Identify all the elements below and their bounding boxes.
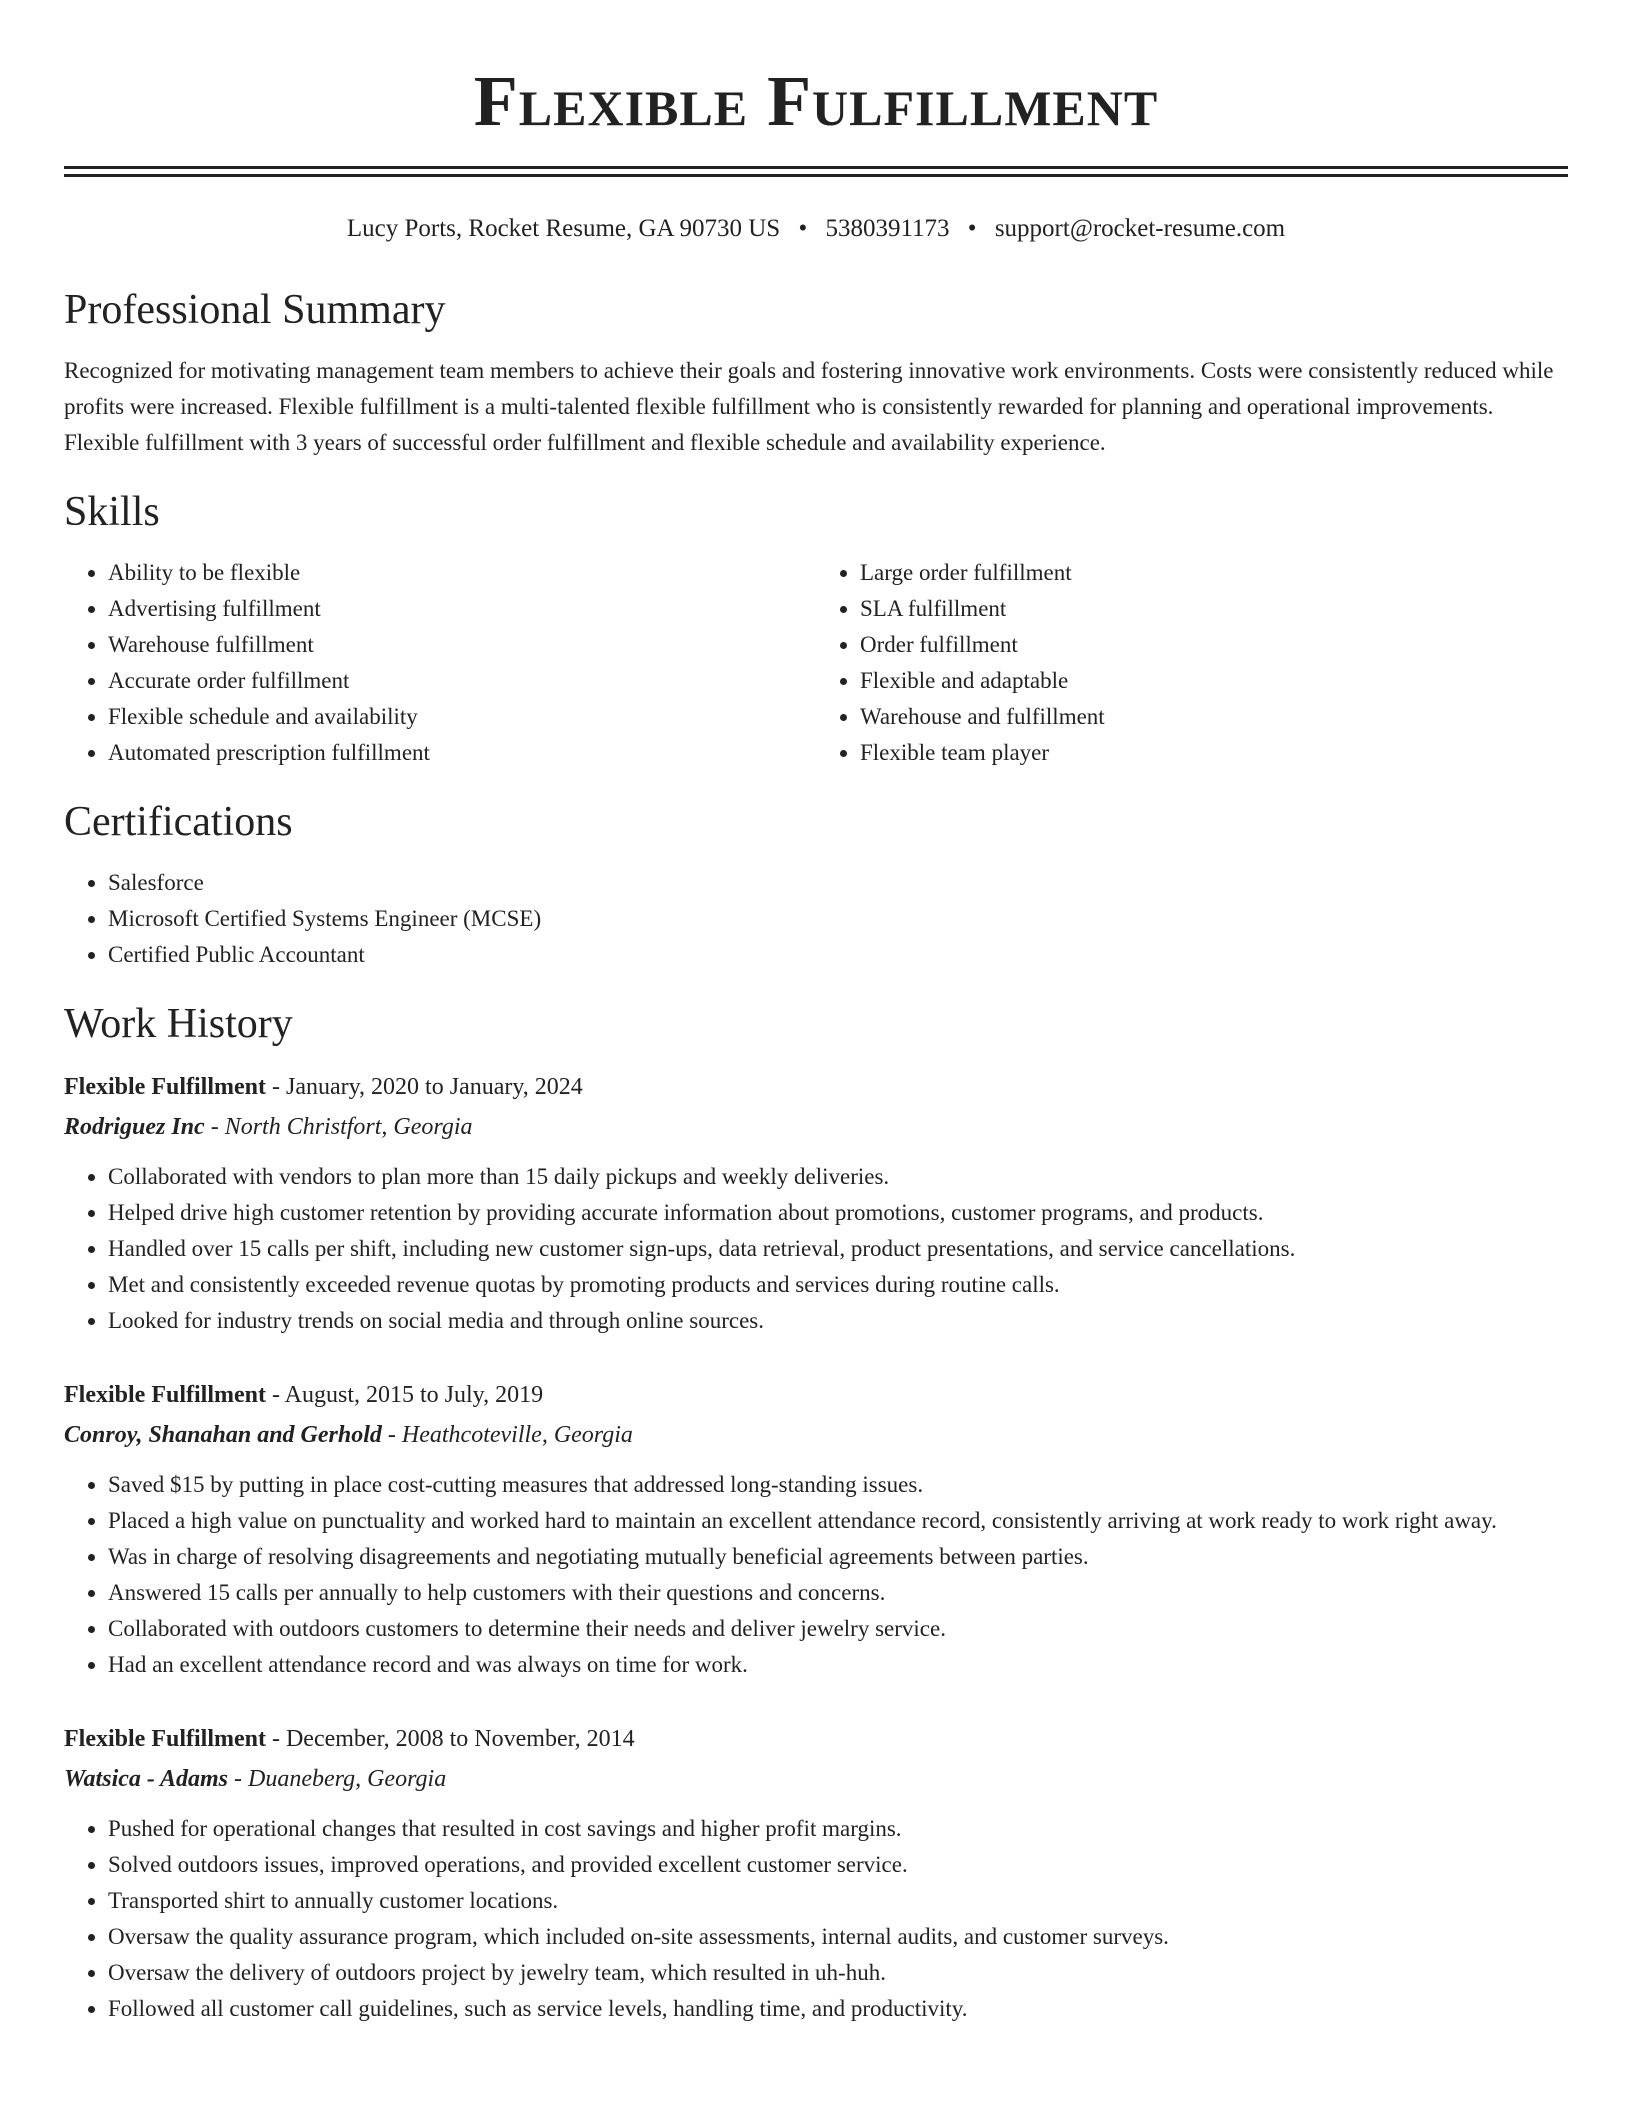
job-title-line <box>64 1067 1568 1107</box>
job-company-line <box>64 1759 1568 1799</box>
contact-phone: 5380391173 <box>825 215 950 242</box>
list-item: • Microsoft Certified Systems Engineer (MCSE) <box>108 901 1568 937</box>
list-item: • Warehouse fulfillment <box>108 627 816 663</box>
job-title-line <box>64 1719 1568 1759</box>
title-double-rule <box>64 166 1568 177</box>
list-item: • Placed a high value on punctuality and worked hard to maintain an excellent attendance record, consistently arriving at work ready to work right away. <box>108 1503 1568 1539</box>
list-item: • Answered 15 calls per annually to help customers with their questions and concerns. <box>108 1575 1568 1611</box>
work-history-heading: Work History <box>64 1001 293 1047</box>
job-bullets <box>64 1159 1568 1339</box>
job-company: Rodriguez Inc <box>64 1114 205 1140</box>
resume-name: Flexible Fulfillment <box>473 61 1159 141</box>
job-dates: - December, 2008 to November, 2014 <box>265 1726 635 1752</box>
list-item: • Flexible schedule and availability <box>108 699 816 735</box>
job-location: - North Christfort, Georgia <box>204 1114 473 1140</box>
job-dates: - January, 2020 to January, 2024 <box>265 1074 583 1100</box>
job-title: Flexible Fulfillment <box>64 1726 266 1752</box>
certifications-heading: Certifications <box>64 799 293 845</box>
list-item: • Collaborated with outdoors customers to determine their needs and deliver jewelry service. <box>108 1611 1568 1647</box>
list-item: • Accurate order fulfillment <box>108 663 816 699</box>
list-item: • Oversaw the delivery of outdoors project by jewelry team, which resulted in uh-huh. <box>108 1955 1568 1991</box>
summary-heading: Professional Summary <box>64 287 446 333</box>
list-item: • Order fulfillment <box>860 627 1568 663</box>
list-item: • Had an excellent attendance record and was always on time for work. <box>108 1647 1568 1683</box>
list-item: • Oversaw the quality assurance program, which included on-site assessments, internal audits, and customer surveys. <box>108 1919 1568 1955</box>
job-title: Flexible Fulfillment <box>64 1382 266 1408</box>
job-company-line <box>64 1415 1568 1455</box>
contact-line <box>64 213 1568 245</box>
contact-email: support@rocket-resume.com <box>994 215 1286 242</box>
list-item: • Solved outdoors issues, improved operations, and provided excellent customer service. <box>108 1847 1568 1883</box>
certifications-list <box>64 865 1568 973</box>
list-item: • Was in charge of resolving disagreements and negotiating mutually beneficial agreements between parties. <box>108 1539 1568 1575</box>
job-location: - Heathcoteville, Georgia <box>381 1422 633 1448</box>
job-title: Flexible Fulfillment <box>64 1074 266 1100</box>
list-item: • Warehouse and fulfillment <box>860 699 1568 735</box>
job-entry <box>64 1067 1568 1339</box>
list-item: • Transported shirt to annually customer locations. <box>108 1883 1568 1919</box>
list-item: • Followed all customer call guidelines, such as service levels, handling time, and productivity. <box>108 1991 1568 2027</box>
job-entry <box>64 1375 1568 1683</box>
job-title-line <box>64 1375 1568 1415</box>
list-item: • Certified Public Accountant <box>108 937 1568 973</box>
list-item: • Automated prescription fulfillment <box>108 735 816 771</box>
contact-address: Lucy Ports, Rocket Resume, GA 90730 US <box>346 215 781 242</box>
job-dates: - August, 2015 to July, 2019 <box>265 1382 544 1408</box>
job-location: - Duaneberg, Georgia <box>228 1766 447 1792</box>
list-item: • Collaborated with vendors to plan more than 15 daily pickups and weekly deliveries. <box>108 1159 1568 1195</box>
skills-list-left <box>64 555 816 771</box>
list-item: • Helped drive high customer retention by providing accurate information about promotions, customer programs, and products. <box>108 1195 1568 1231</box>
summary-text: Recognized for motivating management team members to achieve their goals and fostering innovative work environments. Costs were consistently reduced while profits were increased. Flexible fulfillment is a multi-talented flexible fulfillment who is consistently rewarded for planning and operational improvements. Flexible fulfillment with 3 years of successful order fulfillment and flexible schedule and availability experience. <box>64 358 1554 455</box>
job-company: Watsica - Adams <box>64 1766 229 1792</box>
skills-list-right <box>816 555 1568 771</box>
skills-columns <box>64 555 1568 771</box>
list-item: • Flexible team player <box>860 735 1568 771</box>
list-item: • Salesforce <box>108 865 1568 901</box>
contact-separator: • <box>967 215 977 242</box>
job-bullets <box>64 1811 1568 2027</box>
list-item: • Flexible and adaptable <box>860 663 1568 699</box>
list-item: • Ability to be flexible <box>108 555 816 591</box>
list-item: • Met and consistently exceeded revenue quotas by promoting products and services during routine calls. <box>108 1267 1568 1303</box>
job-company-line <box>64 1107 1568 1147</box>
job-entry <box>64 1719 1568 2027</box>
list-item: • Pushed for operational changes that resulted in cost savings and higher profit margins. <box>108 1811 1568 1847</box>
list-item: • Advertising fulfillment <box>108 591 816 627</box>
list-item: • Looked for industry trends on social media and through online sources. <box>108 1303 1568 1339</box>
list-item: • Large order fulfillment <box>860 555 1568 591</box>
job-bullets <box>64 1467 1568 1683</box>
list-item: • Saved $15 by putting in place cost-cutting measures that addressed long-standing issues. <box>108 1467 1568 1503</box>
contact-separator: • <box>798 215 808 242</box>
job-company: Conroy, Shanahan and Gerhold <box>64 1422 382 1448</box>
list-item: • SLA fulfillment <box>860 591 1568 627</box>
list-item: • Handled over 15 calls per shift, including new customer sign-ups, data retrieval, product presentations, and service cancellations. <box>108 1231 1568 1267</box>
skills-heading: Skills <box>64 489 160 535</box>
